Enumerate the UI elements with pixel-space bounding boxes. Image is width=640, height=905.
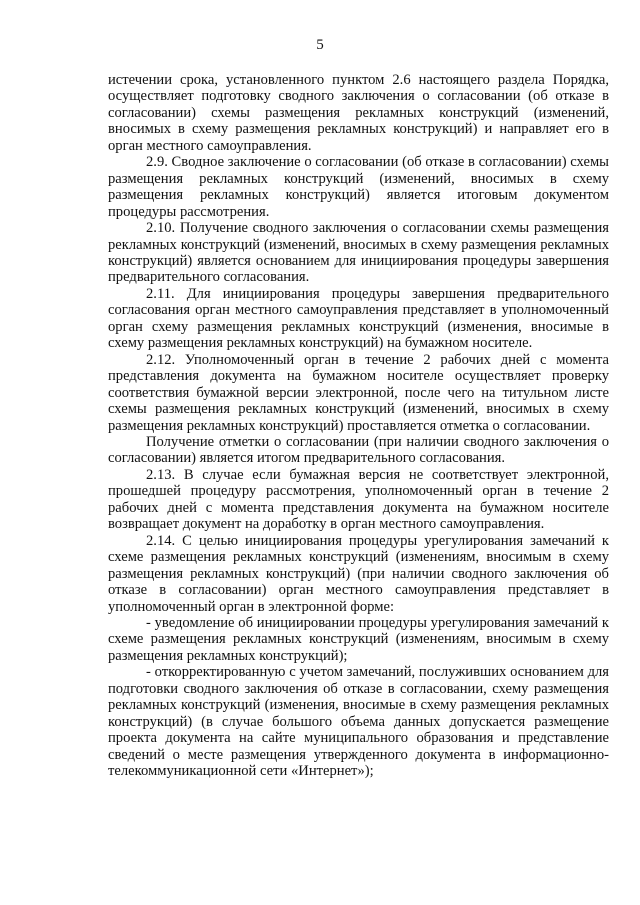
paragraph-2-14: 2.14. С целью инициирования процедуры урегулирования замечаний к схеме размещения рекламных конструкций (изменениям, вносимым в схему размещения рекламных конструкций) (при наличии сводного заключения об отказе в согласовании) орган местного самоуправления представляет в уполномоченный орган в электронной форме:	[108, 532, 609, 615]
paragraph-2-10: 2.10. Получение сводного заключения о согласовании схемы размещения рекламных конструкций (изменений, вносимых в схему размещения рекламных конструкций) является основанием для инициирования процедуры завершения предварительного согласования.	[108, 220, 609, 286]
document-body	[108, 72, 609, 779]
paragraph-continuation: истечении срока, установленного пунктом 2.6 настоящего раздела Порядка, осуществляет подготовку сводного заключения о согласовании (об отказе в согласовании) схемы размещения рекламных конструкций (изменений, вносимых в схему размещения рекламных конструкций) и направляет его в орган местного самоуправления.	[108, 72, 609, 154]
paragraph-approval-result: Получение отметки о согласовании (при наличии сводного заключения о согласовании) является итогом предварительного согласования.	[108, 433, 609, 467]
paragraph-2-9: 2.9. Сводное заключение о согласовании (об отказе в согласовании) схемы размещения рекламных конструкций (изменений, вносимых в схему размещения рекламных конструкций) является итоговым документом процедуры рассмотрения.	[108, 154, 609, 220]
paragraph-2-12: 2.12. Уполномоченный орган в течение 2 рабочих дней с момента представления документа на бумажном носителе осуществляет проверку соответствия бумажной версии электронной, после чего на титульном листе схемы размещения рекламных конструкций (изменений, вносимых в схему размещения рекламных конструкций) проставляется отметка о согласовании.	[108, 351, 609, 434]
paragraph-2-11: 2.11. Для инициирования процедуры завершения предварительного согласования орган местного самоуправления представляет в уполномоченный орган схему размещения рекламных конструкций (изменения, вносимые в схему размещения рекламных конструкций) на бумажном носителе.	[108, 285, 609, 352]
paragraph-2-13: 2.13. В случае если бумажная версия не соответствует электронной, прошедшей процедуру рассмотрения, уполномоченный орган в течение 2 рабочих дней с момента представления документа на бумажном носителе возвращает документ на доработку в орган местного самоуправления.	[108, 466, 609, 533]
list-item-notification: - уведомление об инициировании процедуры урегулирования замечаний к схеме размещения рекламных конструкций (изменениям, вносимым в схему размещения рекламных конструкций);	[108, 614, 609, 664]
list-item-corrected-scheme: - откорректированную с учетом замечаний, послуживших основанием для подготовки сводного заключения об отказе в согласовании, схему размещения рекламных конструкций (изменения, вносимые в схему размещения рекламных конструкций) (в случае большого объема данных допускается размещение проекта документа на сайте муниципального образования и представление сведений о месте размещения утвержденного документа в информационно-телекоммуникационной сети «Интернет»);	[108, 664, 609, 780]
page-number: 5	[316, 37, 324, 53]
